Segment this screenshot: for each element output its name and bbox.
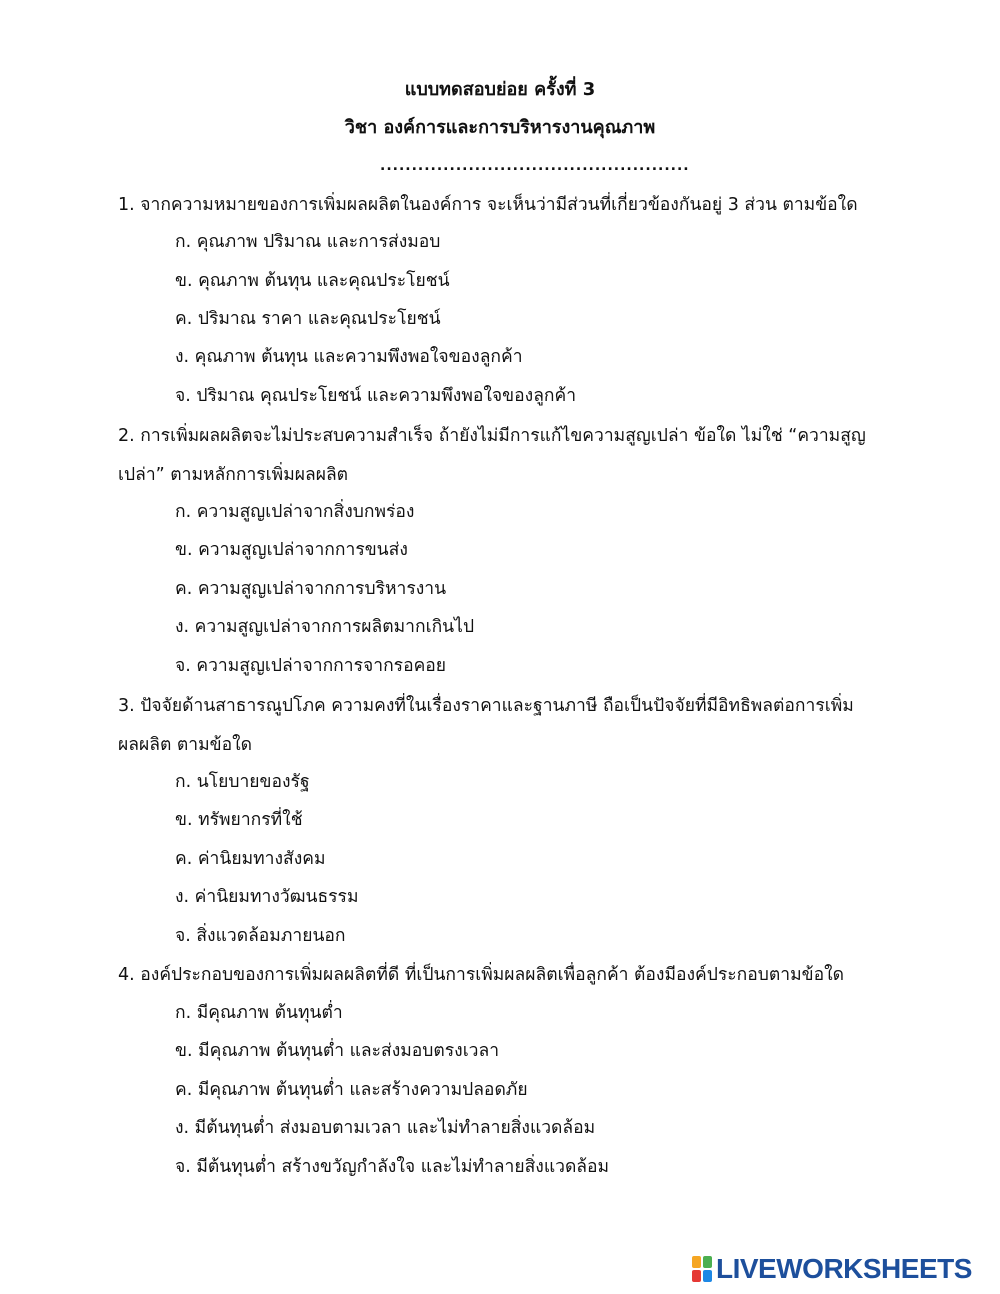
question-1-option-e[interactable]: จ. ปริมาณ คุณประโยชน์ และความพึงพอใจของลูกค้า — [175, 386, 577, 406]
quiz-title: แบบทดสอบย่อย ครั้งที่ 3 — [404, 79, 596, 100]
question-3-option-c[interactable]: ค. ค่านิยมทางสังคม — [175, 849, 326, 869]
question-4-option-a[interactable]: ก. มีคุณภาพ ต้นทุนต่ำ — [175, 1003, 343, 1023]
question-2: 2. การเพิ่มผลผลิตจะไม่ประสบความสำเร็จ ถ้ายังไม่มีการแก้ไขความสูญเปล่า ข้อใด ไม่ใช่ “ความสูญเปล่า” ตามหลักการเพิ่มผลผลิต — [118, 426, 866, 485]
subject-title: วิชา องค์การและการบริหารงานคุณภาพ — [344, 117, 656, 138]
dotted-line: ................................................. — [380, 158, 690, 174]
logo-mark-square — [703, 1270, 712, 1282]
question-1: 1. จากความหมายของการเพิ่มผลผลิตในองค์การ จะเห็นว่ามีส่วนที่เกี่ยวข้องกันอยู่ 3 ส่วน ตามข้อใด — [118, 195, 858, 215]
question-4-option-c[interactable]: ค. มีคุณภาพ ต้นทุนต่ำ และสร้างความปลอดภัย — [175, 1080, 528, 1100]
question-2-option-a[interactable]: ก. ความสูญเปล่าจากสิ่งบกพร่อง — [175, 502, 415, 522]
logo-mark-square — [692, 1270, 701, 1282]
question-1-option-d[interactable]: ง. คุณภาพ ต้นทุน และความพึงพอใจของลูกค้า — [175, 347, 523, 367]
question-2-option-c[interactable]: ค. ความสูญเปล่าจากการบริหารงาน — [175, 579, 447, 599]
question-4: 4. องค์ประกอบของการเพิ่มผลผลิตที่ดี ที่เป็นการเพิ่มผลผลิตเพื่อลูกค้า ต้องมีองค์ประกอบตามข้อใด — [118, 965, 844, 985]
logo-mark-square — [692, 1256, 701, 1268]
question-1-option-c[interactable]: ค. ปริมาณ ราคา และคุณประโยชน์ — [175, 309, 441, 329]
question-4-option-e[interactable]: จ. มีต้นทุนต่ำ สร้างขวัญกำลังใจ และไม่ทำลายสิ่งแวดล้อม — [175, 1157, 610, 1177]
question-3: 3. ปัจจัยด้านสาธารณูปโภค ความคงที่ในเรื่องราคาและฐานภาษี ถือเป็นปัจจัยที่มีอิทธิพลต่อการเพิ่มผลผลิต ตามข้อใด — [118, 696, 854, 755]
liveworksheets-logo — [692, 1254, 972, 1284]
question-3-option-b[interactable]: ข. ทรัพยากรที่ใช้ — [175, 810, 303, 830]
logo-text: LIVEWORKSHEETS — [716, 1253, 972, 1284]
question-3-option-d[interactable]: ง. ค่านิยมทางวัฒนธรรม — [175, 887, 359, 907]
question-1-option-a[interactable]: ก. คุณภาพ ปริมาณ และการส่งมอบ — [175, 232, 441, 252]
question-4-option-b[interactable]: ข. มีคุณภาพ ต้นทุนต่ำ และส่งมอบตรงเวลา — [175, 1041, 500, 1061]
question-1-option-b[interactable]: ข. คุณภาพ ต้นทุน และคุณประโยชน์ — [175, 271, 450, 291]
question-3-option-a[interactable]: ก. นโยบายของรัฐ — [175, 772, 310, 792]
liveworksheets-mark-icon — [692, 1256, 712, 1282]
question-2-option-d[interactable]: ง. ความสูญเปล่าจากการผลิตมากเกินไป — [175, 617, 475, 637]
logo-mark-square — [703, 1256, 712, 1268]
question-2-option-b[interactable]: ข. ความสูญเปล่าจากการขนส่ง — [175, 540, 408, 560]
question-3-option-e[interactable]: จ. สิ่งแวดล้อมภายนอก — [175, 926, 346, 946]
question-4-option-d[interactable]: ง. มีต้นทุนต่ำ ส่งมอบตามเวลา และไม่ทำลายสิ่งแวดล้อม — [175, 1118, 596, 1138]
question-2-option-e[interactable]: จ. ความสูญเปล่าจากการจากรอคอย — [175, 656, 447, 676]
